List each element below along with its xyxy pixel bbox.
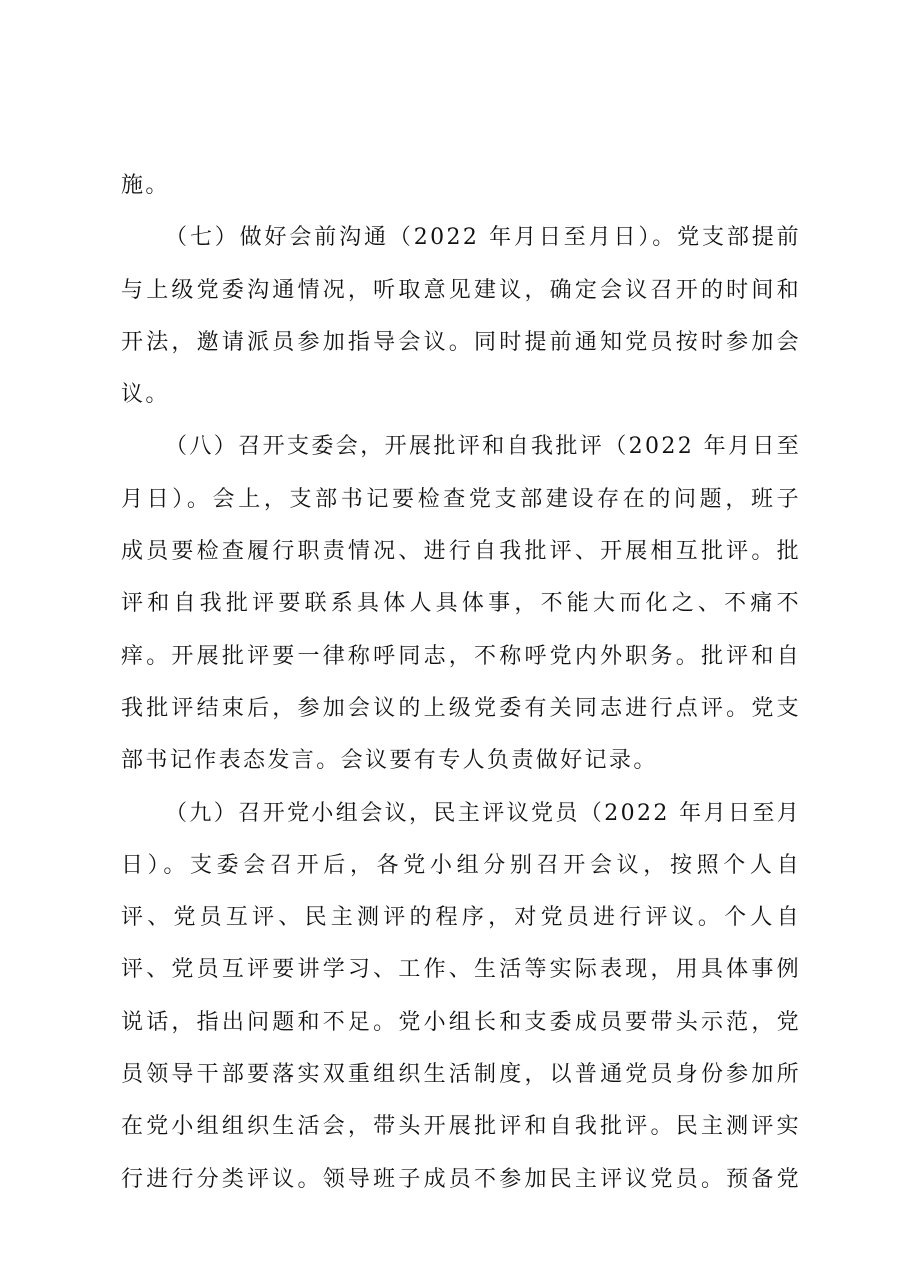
text-line: 评和自我批评要联系具体人具体事，不能大而化之、不痛不 bbox=[121, 591, 801, 617]
text-line: 月日）。会上，支部书记要检查党支部建设存在的问题，班子 bbox=[121, 486, 801, 512]
text-line: 我批评结束后，参加会议的上级党委有关同志进行点评。党支 bbox=[121, 695, 801, 721]
text-line: 开法，邀请派员参加指导会议。同时提前通知党员按时参加会 bbox=[121, 329, 801, 355]
text-line-section-7-heading: （七）做好会前沟通（2022 年月日至月日）。党支部提前 bbox=[165, 225, 801, 251]
text-line: 部书记作表态发言。会议要有专人负责做好记录。 bbox=[121, 748, 658, 774]
text-line: 评、党员互评、民主测评的程序，对党员进行评议。个人自 bbox=[121, 905, 801, 931]
text-line: 员领导干部要落实双重组织生活制度，以普通党员身份参加所 bbox=[121, 1062, 801, 1088]
text-line: 行进行分类评议。领导班子成员不参加民主评议党员。预备党 bbox=[121, 1166, 801, 1192]
text-line: 与上级党委沟通情况，听取意见建议，确定会议召开的时间和 bbox=[121, 277, 801, 303]
text-line: 评、党员互评要讲学习、工作、生活等实际表现，用具体事例 bbox=[121, 957, 801, 983]
text-line-section-9-heading: （九）召开党小组会议，民主评议党员（2022 年月日至月 bbox=[165, 800, 802, 826]
text-line: 成员要检查履行职责情况、进行自我批评、开展相互批评。批 bbox=[121, 539, 801, 565]
text-line: 痒。开展批评要一律称呼同志，不称呼党内外职务。批评和自 bbox=[121, 643, 801, 669]
document-body bbox=[121, 160, 801, 1206]
text-line-section-8-heading: （八）召开支委会，开展批评和自我批评（2022 年月日至 bbox=[165, 434, 802, 460]
text-line: 议。 bbox=[121, 382, 170, 408]
text-line: 日）。支委会召开后，各党小组分别召开会议，按照个人自 bbox=[121, 852, 801, 878]
text-line-continuation: 施。 bbox=[121, 173, 170, 198]
text-line: 在党小组组织生活会，带头开展批评和自我批评。民主测评实 bbox=[121, 1114, 801, 1140]
text-line: 说话，指出问题和不足。党小组长和支委成员要带头示范，党 bbox=[121, 1009, 801, 1035]
